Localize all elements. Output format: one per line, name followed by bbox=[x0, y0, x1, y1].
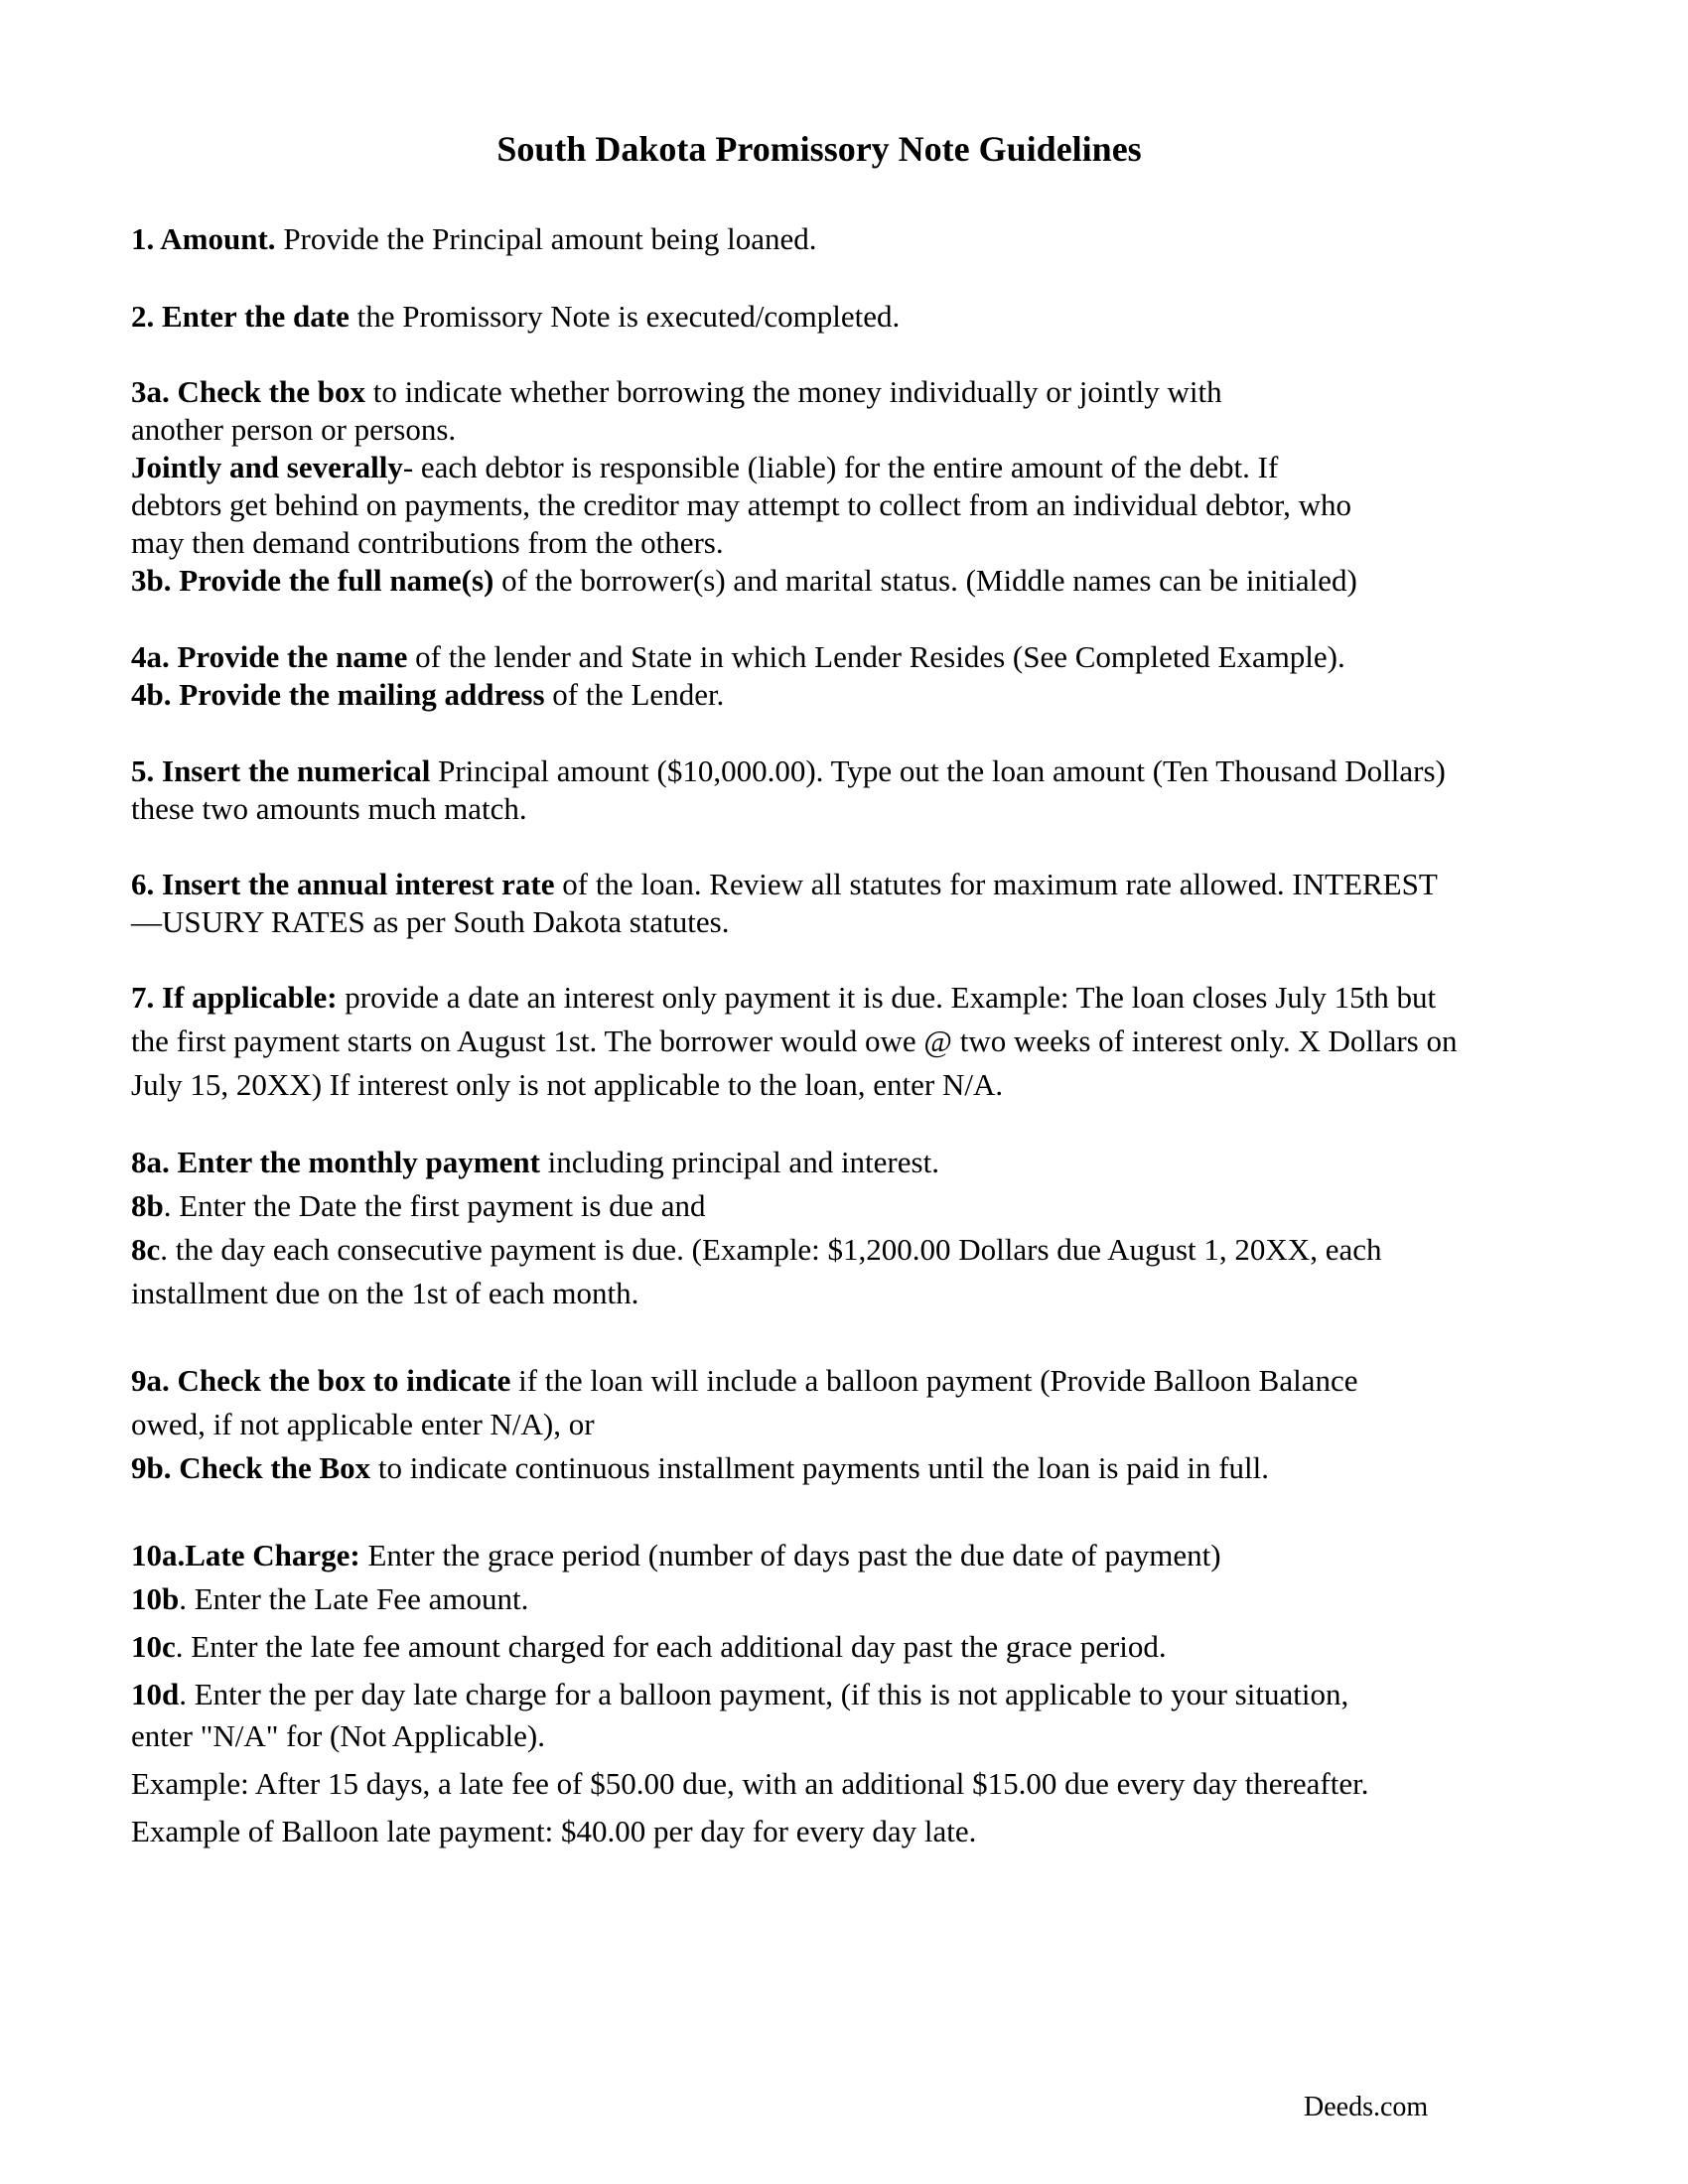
balloon-late-example bbox=[131, 1813, 976, 1850]
item-text: debtors get behind on payments, the creditor may attempt to collect from an individual debtor, who bbox=[131, 487, 1351, 522]
item-text: Example of Balloon late payment: $40.00 per day for every day late. bbox=[131, 1814, 977, 1848]
item-3b-full-name bbox=[131, 562, 1357, 600]
item-text: . the day each consecutive payment is due. (Example: $1,200.00 Dollars due August 1, 20XX, each bbox=[160, 1232, 1382, 1267]
item-3a-continued bbox=[131, 411, 456, 449]
item-text: Enter the grace period (number of days past the due date of payment) bbox=[359, 1538, 1221, 1572]
item-text: Provide the Principal amount being loaned. bbox=[275, 221, 817, 256]
item-10a-late-charge bbox=[131, 1537, 1221, 1574]
item-text: the Promissory Note is executed/completed. bbox=[349, 299, 901, 334]
item-6-continued bbox=[131, 903, 729, 941]
item-text: Principal amount ($10,000.00). Type out the loan amount (Ten Thousand Dollars) bbox=[430, 753, 1446, 788]
item-text: of the borrower(s) and marital status. (Middle names can be initialed) bbox=[493, 563, 1357, 598]
item-text: July 15, 20XX) If interest only is not applicable to the loan, enter N/A. bbox=[131, 1067, 1004, 1102]
late-fee-example bbox=[131, 1765, 1368, 1803]
item-text: of the loan. Review all statutes for maximum rate allowed. INTEREST bbox=[554, 867, 1438, 901]
item-label: 7. If applicable: bbox=[131, 980, 338, 1015]
item-label: 5. Insert the numerical bbox=[131, 753, 431, 788]
item-text: - each debtor is responsible (liable) for the entire amount of the debt. If bbox=[402, 450, 1279, 484]
item-text: of the lender and State in which Lender Resides (See Completed Example). bbox=[407, 639, 1345, 674]
item-label: 3b. Provide the full name(s) bbox=[131, 563, 494, 598]
item-10c-additional-day-fee bbox=[131, 1628, 1167, 1666]
item-label: 10a.Late Charge: bbox=[131, 1538, 360, 1572]
item-7-continued bbox=[131, 1023, 1458, 1060]
page-title: South Dakota Promissory Note Guidelines bbox=[496, 129, 1142, 169]
footer-brand: Deeds.com bbox=[1304, 2092, 1429, 2122]
item-text: installment due on the 1st of each month. bbox=[131, 1276, 639, 1310]
item-label: 4a. Provide the name bbox=[131, 639, 408, 674]
item-6-interest-rate bbox=[131, 866, 1438, 903]
item-label: 2. Enter the date bbox=[131, 299, 350, 334]
item-9b-installments bbox=[131, 1449, 1269, 1487]
item-text: provide a date an interest only payment it is due. Example: The loan closes July 15th but bbox=[337, 980, 1437, 1015]
item-8c-continued bbox=[131, 1275, 638, 1312]
item-label: 6. Insert the annual interest rate bbox=[131, 867, 555, 901]
item-label: 3a. Check the box bbox=[131, 374, 365, 409]
jointly-severally-continued bbox=[131, 486, 1351, 524]
item-8b-first-payment bbox=[131, 1187, 706, 1225]
item-1-amount bbox=[131, 220, 817, 258]
item-8a-monthly-payment bbox=[131, 1144, 939, 1181]
item-10d-continued bbox=[131, 1717, 545, 1755]
item-text: . Enter the per day late charge for a balloon payment, (if this is not applicable to your situation, bbox=[179, 1677, 1349, 1711]
item-5-continued bbox=[131, 790, 527, 828]
item-label: 1. Amount. bbox=[131, 221, 276, 256]
item-8c-consecutive-payment bbox=[131, 1231, 1381, 1269]
item-9a-continued bbox=[131, 1406, 595, 1443]
item-label: 10c bbox=[131, 1629, 176, 1664]
item-label: 4b. Provide the mailing address bbox=[131, 677, 545, 712]
item-text: if the loan will include a balloon payment (Provide Balloon Balance bbox=[510, 1363, 1358, 1398]
item-3a-checkbox bbox=[131, 373, 1222, 411]
item-text: —USURY RATES as per South Dakota statutes. bbox=[131, 904, 730, 939]
item-4a-lender-name bbox=[131, 638, 1345, 676]
item-label: 8a. Enter the monthly payment bbox=[131, 1145, 540, 1179]
item-text: these two amounts much match. bbox=[131, 791, 527, 826]
item-label: Jointly and severally bbox=[131, 450, 403, 484]
jointly-severally-definition bbox=[131, 449, 1278, 486]
item-text: enter "N/A" for (Not Applicable). bbox=[131, 1718, 545, 1753]
item-text: may then demand contributions from the others. bbox=[131, 525, 724, 560]
item-10b-late-fee bbox=[131, 1580, 528, 1618]
item-text: of the Lender. bbox=[544, 677, 725, 712]
item-label: 8b bbox=[131, 1188, 164, 1223]
item-label: 9a. Check the box to indicate bbox=[131, 1363, 511, 1398]
item-text: Example: After 15 days, a late fee of $50.00 due, with an additional $15.00 due every day thereafter. bbox=[131, 1766, 1369, 1801]
item-5-numerical-amount bbox=[131, 752, 1446, 790]
item-7-interest-only bbox=[131, 979, 1436, 1017]
item-label: 10d bbox=[131, 1677, 180, 1711]
item-text: including principal and interest. bbox=[539, 1145, 939, 1179]
item-text: . Enter the late fee amount charged for each additional day past the grace period. bbox=[175, 1629, 1167, 1664]
item-text: another person or persons. bbox=[131, 412, 457, 447]
item-2-date bbox=[131, 298, 900, 336]
item-label: 9b. Check the Box bbox=[131, 1450, 371, 1485]
item-4b-mailing-address bbox=[131, 676, 724, 714]
item-7-continued bbox=[131, 1066, 1003, 1104]
jointly-severally-continued bbox=[131, 524, 724, 562]
item-text: to indicate whether borrowing the money individually or jointly with bbox=[364, 374, 1222, 409]
item-9a-balloon bbox=[131, 1362, 1357, 1400]
item-label: 8c bbox=[131, 1232, 161, 1267]
item-label: 10b bbox=[131, 1581, 180, 1616]
item-text: the first payment starts on August 1st. The borrower would owe @ two weeks of interest only. X Dollars on bbox=[131, 1024, 1458, 1058]
item-text: . Enter the Late Fee amount. bbox=[179, 1581, 529, 1616]
item-10d-balloon-late-charge bbox=[131, 1676, 1348, 1713]
item-text: . Enter the Date the first payment is due and bbox=[163, 1188, 706, 1223]
item-text: to indicate continuous installment payments until the loan is paid in full. bbox=[370, 1450, 1270, 1485]
item-text: owed, if not applicable enter N/A), or bbox=[131, 1407, 595, 1441]
